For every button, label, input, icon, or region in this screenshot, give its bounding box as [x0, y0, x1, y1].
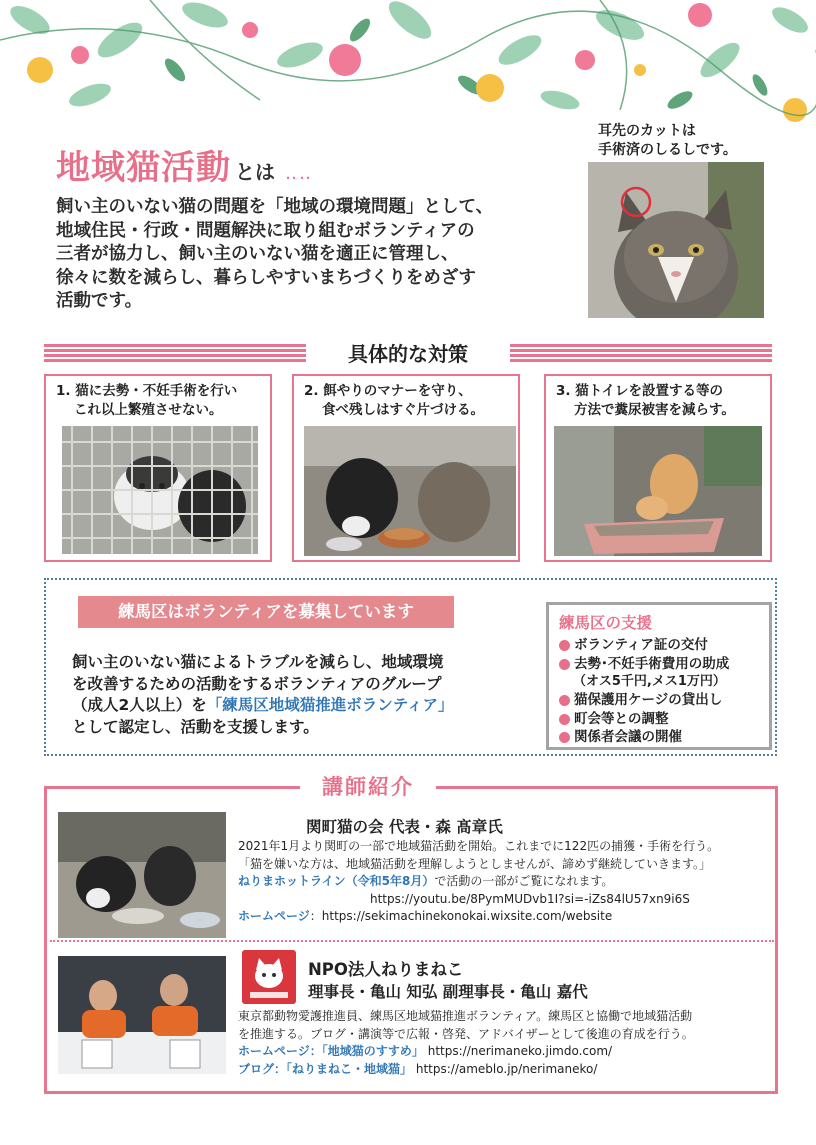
measure-card-1: 1. 猫に去勢・不妊手術を行い これ以上繁殖させない。	[44, 374, 272, 562]
support-item: 去勢･不妊手術費用の助成	[559, 655, 769, 674]
blog-title: ：「ねりまねこ・地域猫」	[274, 1061, 413, 1076]
measures-heading-band	[44, 338, 772, 364]
blog-link[interactable]: https://ameblo.jp/nerimaneko/	[415, 1061, 598, 1076]
youtube-link[interactable]: https://youtu.be/8PymMUDvb1I?si=-iZs84lU57xn9i6S	[370, 891, 690, 906]
floral-header-decoration	[0, 0, 816, 125]
intro-line: 三者が協力し、飼い主のいない猫を適正に管理し、	[56, 244, 459, 264]
support-subnote: （オス5千円,メス1万円）	[573, 674, 726, 689]
support-title: 練馬区の支援	[559, 614, 653, 632]
support-item: 関係者会議の開催	[559, 728, 769, 747]
recruitment-banner: 練馬区はボランティアを募集しています	[78, 596, 454, 628]
ear-tipped-cat-photo	[588, 162, 764, 318]
intro-line: 徐々に数を減らし、暮らしやすいまちづくりをめざす	[56, 267, 476, 288]
intro-line: 地域住民・行政・問題解決に取り組むボランティアの	[56, 220, 475, 241]
lecturer-divider	[50, 940, 774, 942]
title-suffix: とは	[235, 160, 275, 184]
support-item: ボランティア証の交付	[559, 636, 769, 655]
npo-name: NPO法人ねりまねこ	[308, 960, 464, 979]
lecturer-1-cats-photo	[58, 812, 226, 938]
homepage-label: ホームページ	[238, 909, 310, 923]
hotline-link[interactable]: ねりまホットライン（令和5年8月）	[238, 874, 435, 888]
lecturer-2-seminar-photo	[58, 956, 226, 1074]
lecturer-2-names: 理事長・亀山 知弘 副理事長・亀山 嘉代	[308, 983, 588, 1001]
nerimaneko-logo	[242, 950, 296, 1004]
measure-card-2: 2. 餌やりのマナーを守り、 食べ残しはすぐ片づける。	[292, 374, 520, 562]
volunteer-program-name: 「練馬区地域猫推進ボランティア」	[206, 696, 454, 714]
homepage-label: ホームページ	[238, 1044, 310, 1058]
title-main: 地域猫活動	[56, 148, 231, 188]
cat-litter-box-photo	[554, 426, 762, 556]
recruitment-text: 飼い主のいない猫によるトラブルを減らし、地域環境 を改善するための活動をするボランティアのグループ （成人2人以上）を「練馬区地域猫推進ボランティア」 として認定し、活動を支援します。	[72, 653, 454, 736]
feeding-cats-photo	[304, 426, 516, 556]
lecturers-heading: 講師紹介	[300, 771, 436, 801]
intro-line: 飼い主のいない猫の問題を「地域の環境問題」として、	[56, 197, 494, 217]
volunteer-recruitment-box	[44, 578, 777, 756]
caged-cat-photo	[62, 426, 258, 554]
intro-line: 活動です。	[56, 291, 143, 311]
homepage-title: ：「地域猫のすすめ」	[309, 1044, 424, 1058]
title-dots: ‥‥	[285, 163, 314, 184]
lecturer-2-description: 東京都動物愛護推進員、練馬区地域猫推進ボランティア。練馬区と協働で地域猫活動 を推進する。ブログ・講演等で広報・啓発、アドバイザーとして後進の育成を行う。 ホームページ：「地域猫のすすめ」 https://nerimaneko.jimdo.com/ ブログ：「ねりまねこ・地域猫」 https://ameblo.jp/nerimaneko/	[238, 1009, 694, 1076]
support-item: 町会等との調整	[559, 710, 769, 729]
ear-tip-caption: 耳先のカットは 手術済のしるしです。	[598, 123, 737, 158]
intro-paragraph	[56, 196, 586, 314]
lecturer-1-name: 関町猫の会 代表・森 髙章氏	[306, 818, 503, 836]
page-title	[56, 140, 313, 189]
measures-heading: 具体的な対策	[348, 342, 468, 366]
support-item: 猫保護用ケージの貸出し	[559, 691, 769, 710]
ward-support-list	[546, 602, 772, 750]
blog-label: ブログ	[238, 1061, 275, 1076]
lecturer-1-description: 2021年1月より関町の一部で地域猫活動を開始。これまでに122匹の捕獲・手術を行う。 「猫を嫌いな方は、地域猫活動を理解しようとしませんが、諦めず継続していきます。」 ねりまホットライン（令和5年8月）で活動の一部がご覧になれます。 https://youtu.be/8PymMUDvb1I?si=-iZs84lU57xn9i6S ホームページ：https://sekimachinekonokai.wixsite.com/website	[238, 838, 778, 926]
homepage-link[interactable]: ：https://sekimachinekonokai.wixsite.com/website	[309, 909, 613, 923]
homepage-link[interactable]: https://nerimaneko.jimdo.com/	[427, 1044, 613, 1058]
measure-card-3: 3. 猫トイレを設置する等の 方法で糞尿被害を減らす。	[544, 374, 772, 562]
